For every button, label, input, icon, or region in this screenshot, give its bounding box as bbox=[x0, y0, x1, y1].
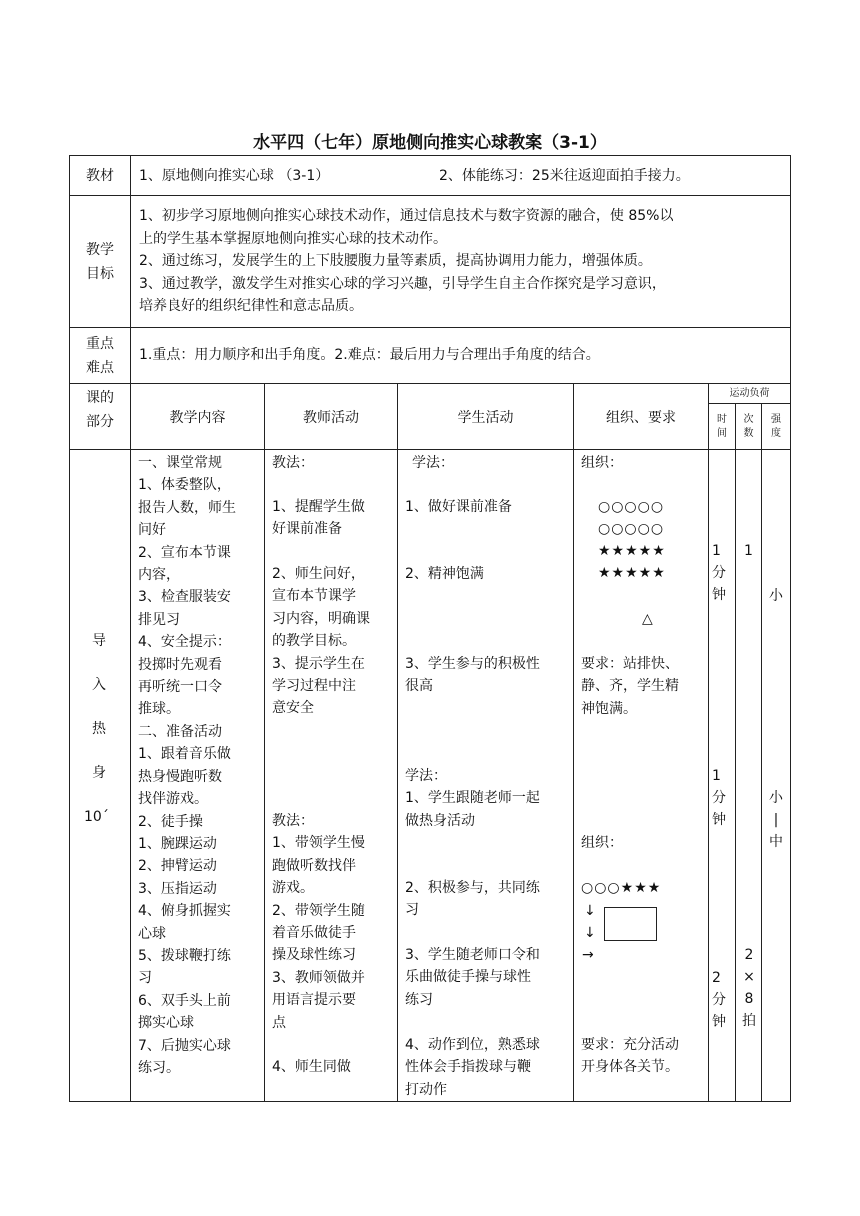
org-requirement-1: 要求：站排快、 静、齐，学生精 神饱满。 bbox=[581, 656, 679, 717]
key-points-label: 重点 难点 bbox=[70, 328, 131, 384]
formation-row-circles: ○○○○○ bbox=[598, 499, 665, 515]
content-line: 投掷时先观看 bbox=[138, 656, 222, 673]
content-line: 3、检查服装安 bbox=[138, 589, 231, 606]
formation-row-circles: ○○○○○ bbox=[598, 521, 665, 537]
teacher-block-3: 2、师生问好， 宣布本节课学 习内容，明确课 的教学目标。 3、提示学生在 学习过程中注 意安全 bbox=[272, 566, 370, 717]
content-line: 3、压指运动 bbox=[138, 880, 217, 897]
formation-row-stars: ★★★★★ bbox=[598, 543, 666, 559]
student-block-5: 学法： 1、学生跟随老师一起 做热身活动 bbox=[405, 768, 540, 829]
content-line: 习 bbox=[138, 970, 152, 987]
section-char: 身 bbox=[92, 765, 106, 781]
content-line: 练习。 bbox=[138, 1059, 180, 1076]
student-block-8: 4、动作到位，熟悉球 性体会手指拨球与鞭 打动作 bbox=[405, 1037, 540, 1098]
key-points-text: 1.重点：用力顺序和出手角度。2.难点：最后用力与合理出手角度的结合。 bbox=[131, 328, 791, 384]
time-2: 1 分 钟 bbox=[712, 768, 726, 828]
teacher-block-1: 教法： bbox=[272, 455, 314, 471]
header-row-1 bbox=[70, 384, 791, 404]
formation-row-mixed: ○○○★★★ bbox=[581, 880, 662, 896]
content-line: 再听统一口令 bbox=[138, 679, 222, 696]
content-cell bbox=[131, 450, 265, 1102]
key-points-row bbox=[70, 328, 791, 384]
arrow-right-icon: → bbox=[582, 947, 594, 963]
content-line: 2、徒手操 bbox=[138, 813, 203, 830]
teacher-block-2: 1、提醒学生做 好课前准备 bbox=[272, 499, 365, 538]
content-line: 一、课堂常规 bbox=[138, 455, 222, 471]
teacher-block-4: 教法： 1、带领学生慢 跑做听数找伴 游戏。 2、带领学生随 着音乐做徒手 操及球性练习 3、教师领做并 用语言提示要 点 bbox=[272, 813, 365, 1031]
student-cell bbox=[398, 450, 574, 1102]
section-duration: 10´ bbox=[84, 809, 109, 825]
teacher-triangle-icon: △ bbox=[642, 611, 653, 627]
content-line: 内容， bbox=[138, 567, 180, 584]
org-label-2: 组织： bbox=[581, 835, 623, 851]
objectives-label: 教学 目标 bbox=[70, 196, 131, 328]
student-block-2: 1、做好课前准备 bbox=[405, 499, 512, 515]
header-load: 运动负荷 bbox=[709, 384, 791, 404]
org-requirement-2: 要求：充分活动 开身体各关节。 bbox=[581, 1037, 679, 1076]
header-intensity: 强 度 bbox=[762, 404, 791, 450]
content-line: 二、准备活动 bbox=[138, 723, 222, 740]
content-line: 7、后抛实心球 bbox=[138, 1037, 231, 1054]
student-block-3: 2、精神饱满 bbox=[405, 566, 484, 582]
objective-line: 培养良好的组织纪律性和意志品质。 bbox=[139, 298, 363, 315]
header-student: 学生活动 bbox=[398, 384, 574, 450]
student-block-4: 3、学生参与的积极性 很高 bbox=[405, 656, 540, 695]
materials-item-1: 1、原地侧向推实心球 （3-1） bbox=[139, 167, 330, 184]
objective-line: 1、初步学习原地侧向推实心球技术动作，通过信息技术与数字资源的融合，使 85%以 bbox=[139, 208, 674, 225]
materials-label: 教材 bbox=[70, 156, 131, 196]
ball-zone-rectangle bbox=[604, 907, 657, 941]
content-line: 1、腕踝运动 bbox=[138, 835, 217, 852]
content-line: 热身慢跑听数 bbox=[138, 768, 222, 785]
count-cell bbox=[736, 450, 762, 1102]
content-line: 推球。 bbox=[138, 701, 180, 718]
page-title: 水平四（七年）原地侧向推实心球教案（3-1） bbox=[253, 133, 607, 153]
student-block-6: 2、积极参与，共同练 习 bbox=[405, 880, 540, 919]
lesson-plan-table bbox=[69, 155, 791, 1102]
section-char: 入 bbox=[92, 677, 106, 693]
content-line: 问好 bbox=[138, 522, 166, 539]
objective-line: 上的学生基本掌握原地侧向推实心球的技术动作。 bbox=[139, 230, 447, 247]
section-cell bbox=[70, 450, 131, 1102]
objective-line: 2、通过练习，发展学生的上下肢腰腹力量等素质，提高协调用力能力，增强体质。 bbox=[139, 253, 652, 270]
content-list bbox=[138, 452, 236, 1079]
student-block-1: 学法： bbox=[412, 455, 454, 471]
count-1: 1 bbox=[744, 543, 753, 559]
time-3: 2 分 钟 bbox=[712, 970, 726, 1030]
objectives-row bbox=[70, 196, 791, 328]
content-line: 6、双手头上前 bbox=[138, 992, 231, 1009]
intensity-1: 小 bbox=[769, 588, 783, 604]
count-2: 2 × 8 拍 bbox=[742, 947, 756, 1029]
arrow-down-icon: ↓ bbox=[584, 925, 596, 941]
section-char: 热 bbox=[92, 721, 106, 737]
content-line: 2、抻臂运动 bbox=[138, 858, 217, 875]
formation-row-stars: ★★★★★ bbox=[598, 565, 666, 581]
content-line: 1、体委整队， bbox=[138, 477, 231, 494]
header-time: 时 间 bbox=[709, 404, 736, 450]
time-cell bbox=[709, 450, 736, 1102]
content-line: 找伴游戏。 bbox=[138, 791, 208, 808]
content-line: 排见习 bbox=[138, 611, 180, 628]
content-line: 2、宣布本节课 bbox=[138, 544, 231, 561]
teacher-block-5: 4、师生同做 bbox=[272, 1059, 351, 1075]
section-char: 导 bbox=[92, 633, 106, 649]
materials-row bbox=[70, 156, 791, 196]
org-label-1: 组织： bbox=[581, 455, 623, 471]
content-line: 心球 bbox=[138, 925, 166, 942]
intensity-2: 小 | 中 bbox=[769, 790, 783, 850]
header-count: 次 数 bbox=[736, 404, 762, 450]
content-line: 4、安全提示： bbox=[138, 634, 231, 651]
org-cell bbox=[574, 450, 709, 1102]
warmup-row bbox=[70, 450, 791, 1102]
content-line: 4、俯身抓握实 bbox=[138, 903, 231, 920]
content-line: 掷实心球 bbox=[138, 1015, 194, 1032]
teacher-cell bbox=[265, 450, 398, 1102]
content-line: 5、拨球鞭打练 bbox=[138, 947, 231, 964]
objectives-text bbox=[131, 196, 791, 328]
objective-line: 3、通过教学，激发学生对推实心球的学习兴趣，引导学生自主合作探究是学习意识， bbox=[139, 275, 666, 292]
arrow-down-icon: ↓ bbox=[584, 903, 596, 919]
intensity-cell bbox=[762, 450, 791, 1102]
header-part: 课的 部分 bbox=[70, 384, 131, 450]
time-1: 1 分 钟 bbox=[712, 543, 726, 603]
content-line: 1、跟着音乐做 bbox=[138, 746, 231, 763]
header-content: 教学内容 bbox=[131, 384, 265, 450]
header-org: 组织、要求 bbox=[574, 384, 709, 450]
student-block-7: 3、学生随老师口令和 乐曲做徒手操与球性 练习 bbox=[405, 947, 540, 1008]
header-teacher: 教师活动 bbox=[265, 384, 398, 450]
content-line: 报告人数，师生 bbox=[138, 499, 236, 516]
materials-item-2: 2、体能练习：25米往返迎面拍手接力。 bbox=[439, 167, 690, 184]
